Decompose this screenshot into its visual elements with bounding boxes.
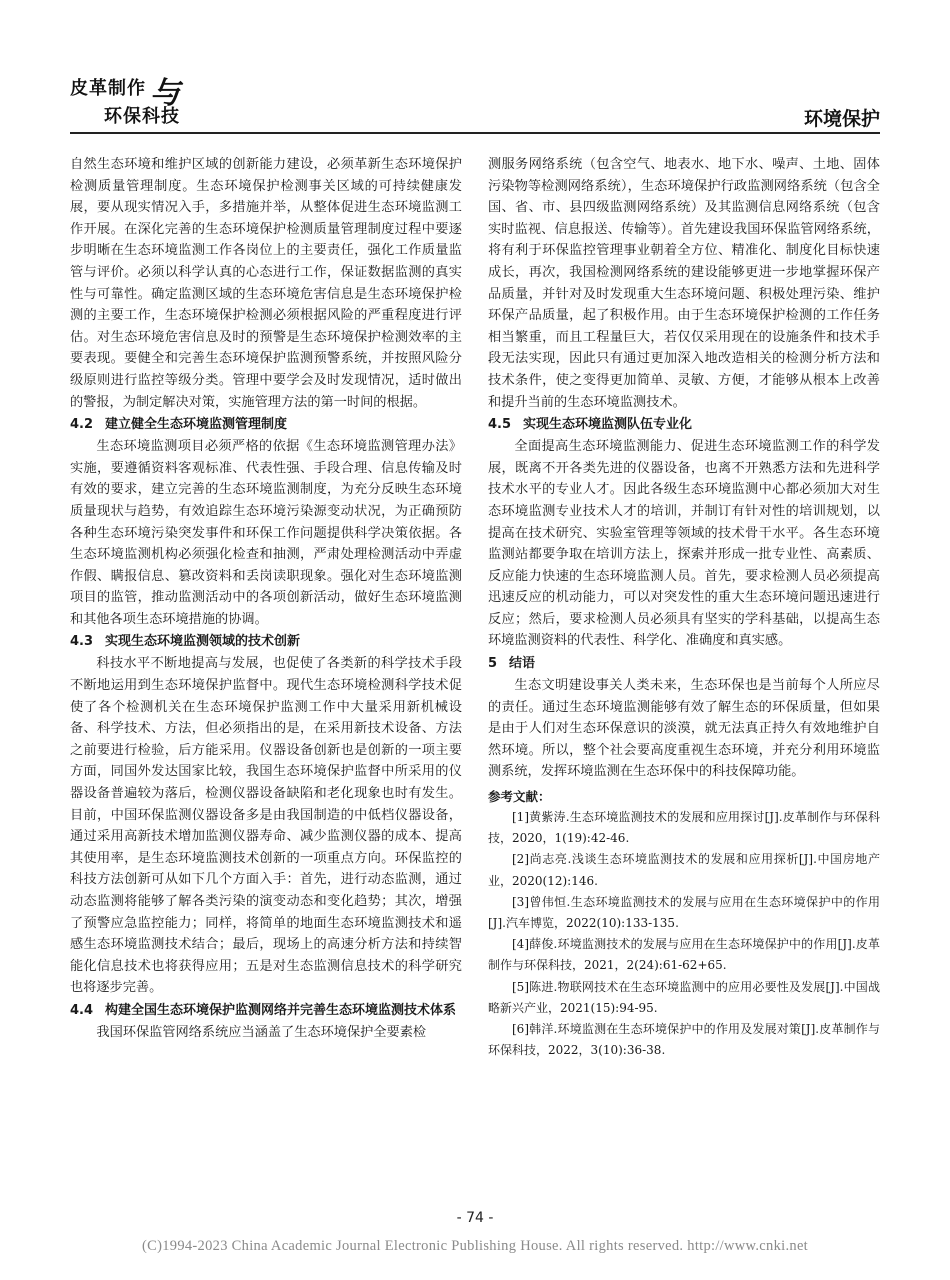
right-column (488, 154, 880, 1061)
copyright-notice: (C)1994-2023 China Academic Journal Electronic Publishing House. All rights reserved. http://www.cnki.net (141, 1238, 809, 1254)
paragraph: 全面提高生态环境监测能力、促进生态环境监测工作的科学发展，既离不开各类先进的仪器设备，也离不开熟悉方法和先进科学技术水平的专业人才。因此各级生态环境监测中心都必须加大对生态环境监测专业技术人才的培训，并制订有针对性的培训规划，以提高在技术研究、实验室管理等领域的技术骨干水平。各生态环境监测站都要争取在培训方法上，探索并形成一批专业性、高素质、反应能力快速的生态环境监测人员。首先，要求检测人员必须提高迅速反应的机动能力，可以对突发性的重大生态环境问题迅速进行反应；然后，要求检测人员必须具有坚实的学科基础，以提高生态环境监测资料的代表性、科学化、准确度和真实感。 (488, 439, 880, 649)
left-column (70, 154, 462, 1044)
reference-item: [5]陈进.物联网技术在生态环境监测中的应用必要性及发展[J].中国战略新兴产业，2021(15):94-95. (488, 979, 880, 1015)
heading-text: 实现生态环境监测领域的技术创新 (105, 634, 301, 650)
section-title: 环境保护 (803, 108, 880, 130)
reference-item: [3]曾伟恒.生态环境监测技术的发展与应用在生态环境保护中的作用[J].汽车博览，2022(10):133-135. (488, 894, 880, 931)
paragraph: 生态文明建设事关人类未来，生态环保也是当前每个人所应尽的责任。通过生态环境监测能够有效了解生态的环保质量，但如果是由于人们对生态环保意识的淡漠，就无法真正持久有效地维护自然环境。所以，整个社会要高度重视生态环境，并充分利用环境监测系统，发挥环境监测在生态环保中的科技保障功能。 (488, 678, 880, 780)
paragraph: 生态环境监测项目必须严格的依据《生态环境监测管理办法》实施，要遵循资料客观标准、代表性强、手段合理、信息传输及时有效的要求，建立完善的生态环境监测制度，为充分反映生态环境质量现状与趋势，有效追踪生态环境污染源变动状况，为正确预防各种生态环境污染突发事件和环保工作问题提供科学决策依据。各生态环境监测机构必须强化检查和抽测，严肃处理检测活动中弄虚作假、瞒报信息、篡改资料和丢岗读职现象。强化对生态环境监测项目的监管，推动监测活动中的各项创新活动，做好生态环境监测和其他各项生态环境措施的协调。 (70, 439, 462, 627)
journal-logo-mark: 与 (150, 76, 180, 111)
paragraph: 自然生态环境和维护区域的创新能力建设，必须革新生态环境保护检测质量管理制度。生态环境保护检测事关区域的可持续健康发展，要从现实情况入手，多措施并举，从整体促进生态环境监测工作开展。在深化完善的生态环境保护检测质量管理制度过程中要逐步明晰在生态环境监测工作各岗位上的主要责任，强化工作质量监管与评价。必须以科学认真的心态进行工作，保证数据监测的真实性与可靠性。确定监测区域的生态环境危害信息是生态环境保护检测的主要工作，生态环境保护检测必须根据风险的严重程度进行评估。对生态环境危害信息及时的预警是生态环境保护检测效率的主要表现。要健全和完善生态环境保护监测预警系统，并按照风险分级原则进行监控等级分类。管理中要学会及时发现情况，适时做出的警报，为制定解决对策，实施管理方法的第一时间的根据。 (70, 157, 462, 410)
header-rule (70, 132, 880, 134)
paragraph: 科技水平不断地提高与发展，也促使了各类新的科学技术手段不断地运用到生态环境保护监督中。现代生态环境检测科学技术促使了各个检测机关在生态环境保护监测工作中大量采用新机械设备、科学技术、方法，但必须指出的是，在采用新技术设备、方法之前要进行检验，后方能采用。仪器设备创新也是创新的一项主要方面，同国外发达国家比较，我国生态环境保护监督中所采用的仪器设备普遍较为落后，检测仪器设备缺陷和老化现象也时有发生。目前，中国环保监测仪器设备多是由我国制造的中低档仪器设备，通过采用高新技术增加监测仪器寿命、减少监测仪器的成本、提高其使用率，是生态环境监测技术创新的一项重点方向。环保监控的科技方法创新可从如下几个方面入手：首先，进行动态监测，通过动态监测将能够了解各类污染的演变动态和变化趋势；其次，增强了预警应急监控能力；同样，将简单的地面生态环境监测技术和遥感生态环境监测技术结合；最后，现场上的高速分析方法和持续智能化信息技术也将获得应用；五是对生态监测信息技术的科学研究也将逐步完善。 (70, 656, 462, 996)
heading-number: 4.4 (70, 1002, 94, 1018)
heading-number: 4.3 (70, 634, 94, 650)
journal-name-line1: 皮革制作 (70, 78, 146, 99)
heading-4-4 (70, 1000, 462, 1021)
heading-4-2 (70, 414, 462, 435)
reference-item: [1]黄紫涛.生态环境监测技术的发展和应用探讨[J].皮革制作与环保科技，2020，1(19):42-46. (488, 810, 880, 846)
heading-number: 4.5 (488, 417, 512, 433)
journal-name-line2: 环保科技 (104, 106, 180, 127)
references-title: 参考文献： (488, 789, 551, 805)
paragraph: 我国环保监管网络系统应当涵盖了生态环境保护全要素检 (96, 1024, 427, 1040)
heading-5 (488, 653, 880, 674)
heading-number: 5 (488, 656, 498, 672)
page-number: - 74 - (456, 1210, 494, 1226)
reference-item: [2]尚志亮.浅谈生态环境监测技术的发展和应用探析[J].中国房地产业，2020(12):146. (488, 852, 880, 888)
heading-text: 结语 (509, 656, 536, 672)
heading-number: 4.2 (70, 417, 94, 433)
journal-logo (70, 74, 270, 134)
heading-text: 建立健全生态环境监测管理制度 (105, 417, 288, 433)
paragraph: 测服务网络系统（包含空气、地表水、地下水、噪声、土地、固体污染物等检测网络系统），生态环境保护行政监测网络系统（包含全国、省、市、县四级监测网络系统）及其监测信息网络系统（包含实时监视、信息报送、传输等）。首先建设我国环保监管网络系统，将有利于环保监控管理事业朝着全方位、精准化、制度化目标快速成长，再次，我国检测网络系统的建设能够更进一步地掌握环保产品质量，并针对及时发现重大生态环境问题、积极处理污染、维护环保产品质量，起了积极作用。由于生态环境保护检测的工作任务相当繁重，而且工程量巨大，若仅仅采用现在的设施条件和技术手段无法实现，因此只有通过更加深入地改造相关的检测分析方法和技术条件，使之变得更加简单、灵敏、方便，才能够从根本上改善和提升当前的生态环境监测技术。 (488, 157, 880, 410)
reference-item: [4]薛俊.环境监测技术的发展与应用在生态环境保护中的作用[J].皮革制作与环保科技，2021，2(24):61-62+65. (488, 937, 880, 973)
reference-item: [6]韩洋.环境监测在生态环境保护中的作用及发展对策[J].皮革制作与环保科技，2022，3(10):36-38. (488, 1022, 880, 1058)
heading-text: 实现生态环境监测队伍专业化 (523, 417, 693, 433)
heading-4-3 (70, 631, 462, 652)
heading-4-5 (488, 414, 880, 435)
heading-text: 构建全国生态环境保护监测网络并完善生态环境监测技术体系 (105, 1002, 457, 1018)
